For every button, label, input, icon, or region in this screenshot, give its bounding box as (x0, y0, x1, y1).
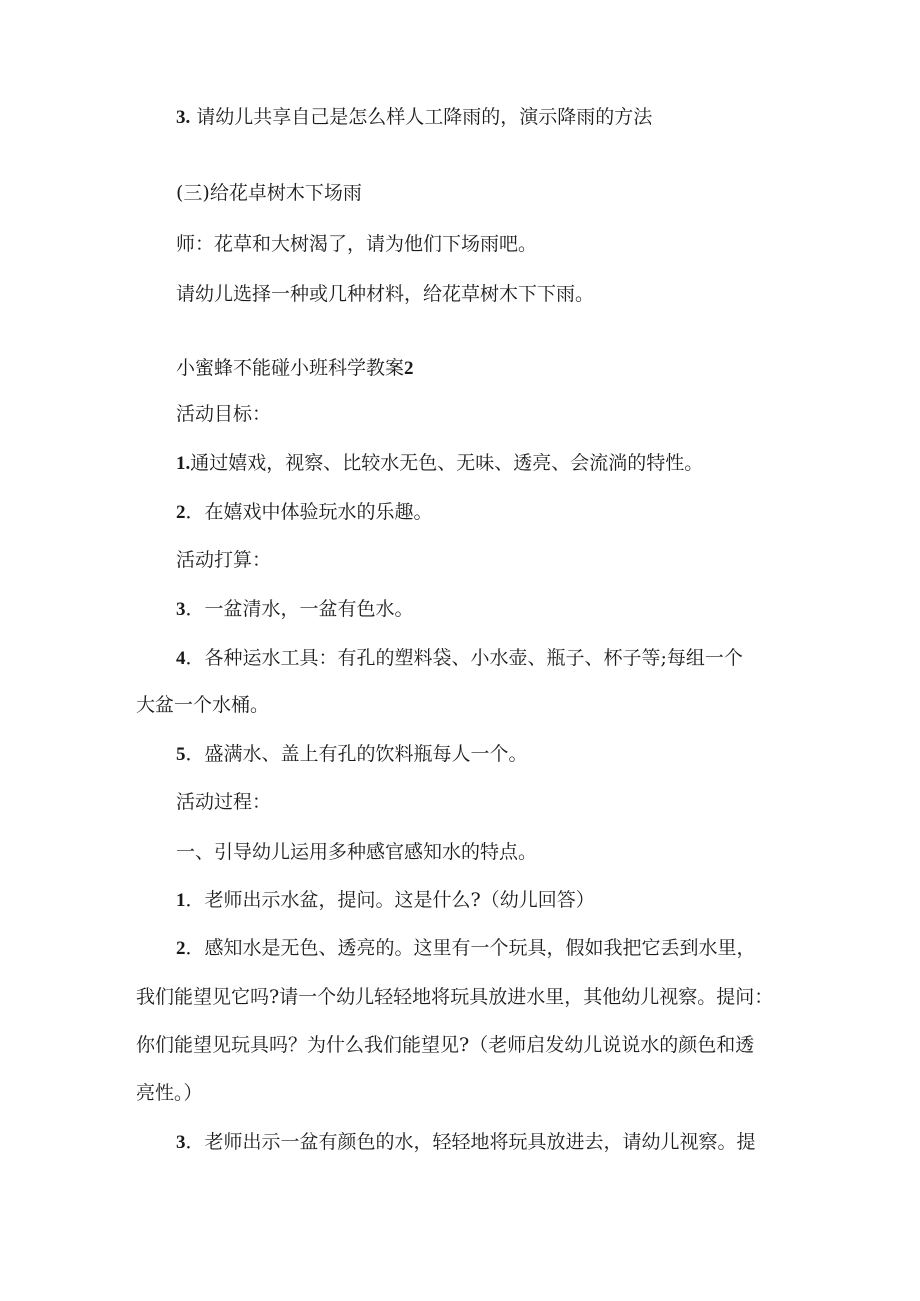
paragraph-line: 你们能望见玩具吗？为什么我们能望见?（老师启发幼儿说说水的颜色和透 (136, 1034, 755, 1056)
list-item: 3．老师出示一盆有颜色的水，轻轻地将玩具放进去，请幼儿视察。提 (176, 1131, 756, 1153)
paragraph-line: 亮性。） (136, 1082, 203, 1104)
paragraph-line: 请幼儿选择一种或几种材料，给花草树木下下雨。 (176, 283, 595, 305)
list-item: 4．各种运水工具：有孔的塑料袋、小水壶、瓶子、杯子等;每组一个 (176, 647, 743, 669)
section-heading: 活动过程： (176, 791, 272, 813)
list-item: 3．一盆清水，一盆有色水。 (176, 598, 414, 620)
section-heading: (三)给花卓树木下场雨 (176, 182, 362, 204)
list-item: 1．老师出示水盆，提问。这是什么?（幼儿回答） (176, 889, 595, 911)
section-heading: 活动目标： (176, 403, 272, 425)
paragraph-line: 一、引导幼儿运用多种感官感知水的特点。 (176, 841, 538, 863)
list-item: 5．盛满水、盖上有孔的饮料瓶每人一个。 (176, 743, 528, 765)
document-title: 小蜜蜂不能碰小班科学教案2 (176, 357, 414, 379)
section-heading: 活动打算： (176, 549, 272, 571)
list-item: 2．在嬉戏中体验玩水的乐趣。 (176, 501, 433, 523)
paragraph-line: 我们能望见它吗?请一个幼儿轻轻地将玩具放进水里，其他幼儿视察。提问： (136, 986, 774, 1008)
paragraph-line: 师：花草和大树渴了，请为他们下场雨吧。 (176, 233, 538, 255)
paragraph-line: 大盆一个水桶。 (136, 694, 270, 716)
list-item: 1.通过嬉戏，视察、比较水无色、无味、透亮、会流淌的特性。 (176, 452, 704, 474)
paragraph-line: 3. 请幼儿共享自己是怎么样人工降雨的，演示降雨的方法 (176, 106, 653, 128)
list-item: 2．感知水是无色、透亮的。这里有一个玩具，假如我把它丢到水里， (176, 937, 756, 959)
